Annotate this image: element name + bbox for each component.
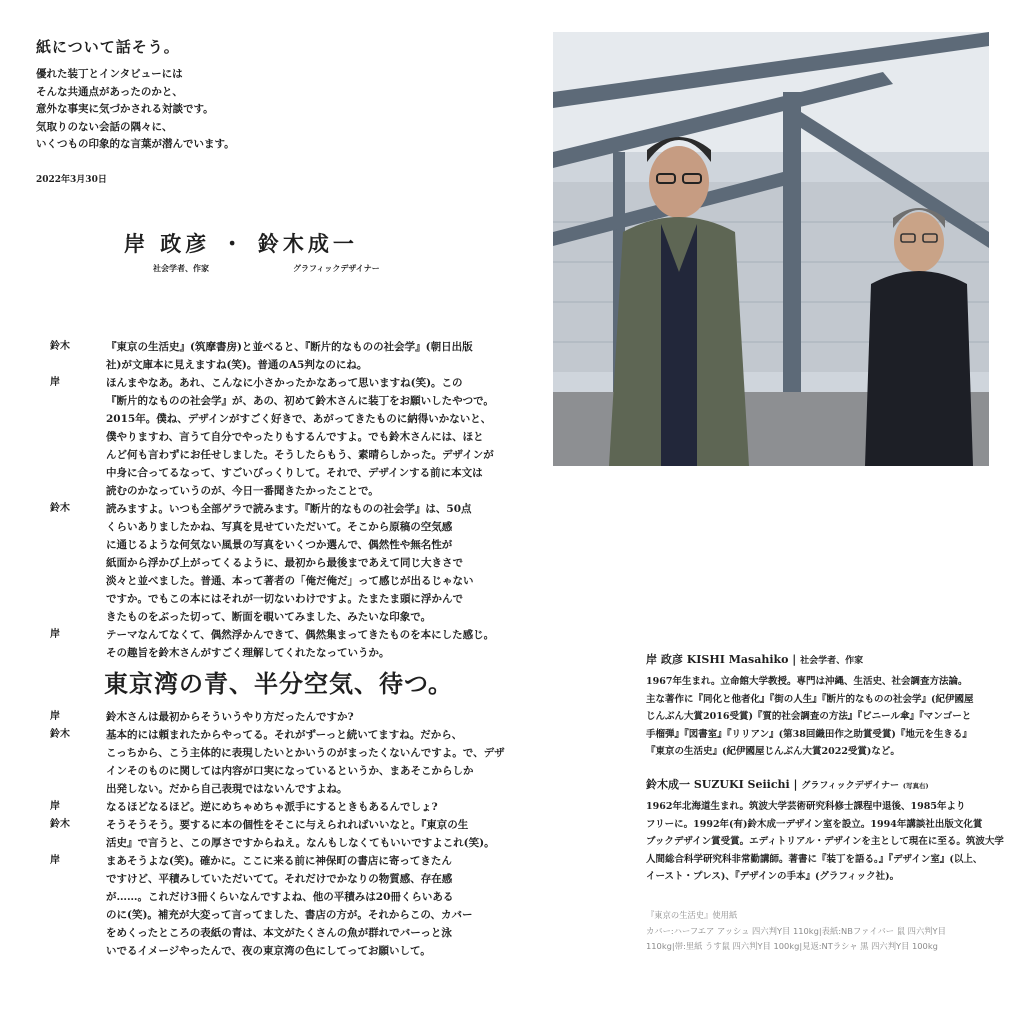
spec-line: 『東京の生活史』使用紙: [646, 910, 738, 920]
bio-line: 1962年北海道生まれ。筑波大学芸術研究科修士課程中退後、1985年より: [646, 801, 966, 812]
speaker-label: [0, 608, 106, 626]
dialogue-text: んど何も言わずにお任せしました。そうしたらもう、素晴らしかった。デザインが: [106, 449, 494, 461]
bio-role: グラフィックデザイナー: [801, 781, 900, 791]
speaker-label: [0, 572, 106, 590]
dialogue-text: いでるイメージやったんで、夜の東京湾の色にしてってお願いして。: [106, 945, 431, 957]
dialogue-line: [0, 518, 520, 536]
dialogue-line: [0, 590, 520, 608]
bio-line: 主な著作に『同化と他者化』『街の人生』『断片的なものの社会学』(紀伊國屋: [646, 693, 974, 705]
dialogue-line: [0, 906, 520, 924]
speaker-label: [0, 762, 106, 780]
dialogue-text: 『断片的なものの社会学』が、あの、初めて鈴木さんに装丁をお願いしたやつで。: [106, 395, 494, 407]
dialogue-text: 基本的には頼まれたからやってる。それがずーっと続いてますね。だから、: [106, 729, 463, 741]
dialogue-line: [0, 816, 520, 834]
dialogue-line: [0, 870, 520, 888]
speaker-label: [0, 446, 106, 464]
dialogue-text: 紙面から浮かび上がってくるように、最初から最後まであえて同じ大きさで: [106, 557, 463, 569]
page-title: 紙について話そう。: [36, 38, 180, 56]
speaker-label: 岸: [50, 801, 60, 812]
dialogue-line: [0, 392, 520, 410]
speaker-label: [0, 834, 106, 852]
speaker-label: [0, 536, 106, 554]
paper-specifications: [646, 908, 996, 955]
dialogue-text: 読むのかなっていうのが、今日一番聞きたかったことで。: [106, 485, 379, 497]
bio-line: ブックデザイン賞受賞。エディトリアル・デザインを主として現在に至る。筑波大学: [646, 836, 1004, 847]
dialogue-text: に通じるような何気ない風景の写真をいくつか選んで、偶然性や無名性が: [106, 539, 453, 551]
dialogue-line: [0, 608, 520, 626]
speaker-label: [0, 780, 106, 798]
dialogue-line: [0, 338, 520, 356]
speaker-label: 岸: [50, 629, 60, 640]
dialogue-text: テーマなんてなくて、偶然浮かんできて、偶然集まってきたものを本にした感じ。: [106, 629, 495, 641]
bio-line: 人間総合科学研究科非常勤講師。著書に『装丁を語る。』『デザイン室』(以上、: [646, 853, 983, 865]
speaker-label: [0, 744, 106, 762]
intro-line: いくつもの印象的な言葉が潜んでいます。: [36, 138, 235, 150]
speaker-label: [0, 870, 106, 888]
dialogue-text: こっちから、こう主体的に表現したいとかいうのがまったくないんですよ。で、デザ: [106, 747, 505, 759]
dialogue-line: [0, 428, 520, 446]
speaker-label: [0, 554, 106, 572]
dialogue-text: 『東京の生活史』(筑摩書房)と並べると、『断片的なものの社会学』(朝日出版: [106, 341, 473, 353]
speaker-label: [0, 464, 106, 482]
speaker-label: [0, 518, 106, 536]
speaker-label: 鈴木: [50, 503, 70, 514]
dialogue-text: 活史』で言うと、この厚さですからねえ。なんもしなくてもいいですよこれ(笑)。: [106, 837, 495, 849]
bio-line: フリーに。1992年(有)鈴木成一デザイン室を設立。1994年講談社出版文化賞: [646, 818, 983, 830]
dialogue-text: そうそうそう。要するに本の個性をそこに与えられればいいなと。『東京の生: [106, 819, 469, 831]
bio-line: 1967年生まれ。立命館大学教授。専門は沖縄、生活史、社会調査方法論。: [646, 676, 968, 687]
dialogue-text: 2015年。僕ね、デザインがすごく好きで、あがってきたものに納得いかないと、: [106, 413, 492, 425]
dialogue-text: 出発しない。だから自己表現ではないんですよね。: [106, 783, 348, 795]
speaker-label: [0, 428, 106, 446]
intro-line: 気取りのない会話の隅々に、: [36, 120, 173, 133]
spec-line: 110kg|帯:里紙 うす鼠 四六判Y目 100kg|見返:NTラシャ 黒 四六判Y目 100kg: [646, 941, 938, 951]
dialogue-line: [0, 780, 520, 798]
dialogue-line: [0, 924, 520, 942]
bio-line: 手榴弾』『図書室』『リリアン』(第38回織田作之助賞受賞)『地元を生きる』: [646, 728, 972, 740]
dialogue-line: [0, 708, 520, 726]
speaker-label: [0, 906, 106, 924]
speaker-label: [0, 482, 106, 500]
speaker-label: [0, 888, 106, 906]
interview-photo: [553, 32, 989, 466]
dialogue-text: インそのものに関しては内容が口実になっているというか、まあそこからしか: [106, 765, 474, 777]
speaker-label: 鈴木: [50, 729, 70, 740]
dialogue-text: くらいありましたかね、写真を見せていただいて。そこから原稿の空気感: [106, 521, 453, 533]
dialogue-text: 僕やりますわ、言うて自分でやったりもするんですよ。でも鈴木さんには、ほと: [106, 431, 484, 443]
participant-role-kishi: 社会学者、作家: [153, 263, 209, 273]
speaker-label: [0, 942, 106, 960]
bio-suzuki: [646, 776, 1004, 886]
dialogue-line: [0, 644, 520, 662]
speaker-label: 鈴木: [50, 819, 70, 830]
dialogue-text: ですか。でもこの本にはそれが一切ないわけですよ。たまたま頭に浮かんで: [106, 593, 463, 605]
dialogue-line: [0, 572, 520, 590]
dialogue-text: 読みますよ。いつも全部ゲラで読みます。『断片的なものの社会学』は、50点: [106, 503, 472, 515]
speaker-label: [0, 924, 106, 942]
bio-romaji: SUZUKI Seiichi: [693, 778, 790, 791]
bio-line: イースト・プレス)、『デザインの手本』(グラフィック社)。: [646, 871, 900, 882]
intro-line: 優れた装丁とインタビューには: [36, 68, 183, 80]
bio-line: じんぶん大賞2016受賞)『質的社会調査の方法』『ビニール傘』『マンゴーと: [646, 711, 972, 722]
dialogue-text: ですけど、平積みしていただいてて。それだけでかなりの物質感、存在感: [106, 873, 453, 885]
dialogue-text: 中身に合ってるなって、すごいびっくりして。それで、デザインする前に本文は: [106, 467, 483, 479]
speaker-label: [0, 356, 106, 374]
dialogue-line: [0, 356, 520, 374]
dialogue-text: が……。これだけ3冊くらいなんですよね、他の平積みは20冊くらいある: [106, 891, 454, 903]
dialogue-section-2: [0, 708, 520, 960]
dialogue-text: まあそうよな(笑)。確かに。ここに来る前に神保町の書店に寄ってきたん: [106, 855, 452, 867]
dialogue-line: [0, 464, 520, 482]
speaker-label: 岸: [50, 711, 60, 722]
dialogue-text: きたものをぶった切って、断面を覗いてみました、みたいな印象で。: [106, 611, 432, 623]
speaker-label: 岸: [50, 855, 60, 866]
spec-line: カバー:ハーフエア アッシュ 四六判Y目 110kg|表紙:NBファイバー 鼠 四六判Y目: [646, 925, 946, 936]
dialogue-line: [0, 834, 520, 852]
participant-names: 岸 政彦 ・ 鈴木成一: [124, 231, 358, 256]
publication-date: 2022年3月30日: [36, 175, 107, 185]
dialogue-line: [0, 762, 520, 780]
bio-role: 社会学者、作家: [800, 656, 864, 666]
dialogue-text: 社)が文庫本に見えますね(笑)。普通のA5判なのにね。: [106, 359, 368, 371]
dialogue-line: [0, 554, 520, 572]
intro-line: 意外な事実に気づかされる対談です。: [36, 103, 214, 115]
intro-text: [36, 66, 416, 154]
participant-role-suzuki: グラフィックデザイナー: [293, 263, 380, 273]
section-heading: 東京湾の青、半分空気、待つ。: [104, 669, 454, 698]
speaker-label: [0, 644, 106, 662]
bio-kishi: [646, 651, 996, 761]
dialogue-line: [0, 410, 520, 428]
dialogue-line: [0, 536, 520, 554]
dialogue-line: [0, 942, 520, 960]
bio-name: 岸 政彦: [646, 653, 683, 666]
dialogue-line: [0, 500, 520, 518]
bio-name: 鈴木成一: [646, 778, 690, 791]
dialogue-section-1: [0, 338, 520, 662]
dialogue-line: [0, 744, 520, 762]
dialogue-line: [0, 482, 520, 500]
dialogue-text: その趣旨を鈴木さんがすごく理解してくれたなっていうか。: [106, 647, 390, 659]
bio-note: (写真右): [902, 782, 929, 790]
bio-romaji: KISHI Masahiko: [686, 653, 789, 666]
dialogue-text: をめくったところの表紙の青は、本文がたくさんの魚が群れでバーっと泳: [106, 927, 452, 939]
dialogue-line: [0, 888, 520, 906]
dialogue-line: [0, 852, 520, 870]
dialogue-line: [0, 726, 520, 744]
dialogue-text: 鈴木さんは最初からそういうやり方だったんですか?: [106, 711, 354, 723]
bio-heading: 鈴木成一 SUZUKI Seiichi | グラフィックデザイナー (写真右): [646, 778, 929, 791]
dialogue-text: 淡々と並べました。普通、本って著者の「俺だ俺だ」って感じが出るじゃない: [106, 575, 474, 587]
speaker-label: [0, 410, 106, 428]
dialogue-text: のに(笑)。補充が大変って言ってました、書店の方が。それからこの、カバー: [106, 909, 473, 921]
speaker-label: 岸: [50, 377, 60, 388]
speaker-label: 鈴木: [50, 341, 70, 352]
dialogue-text: ほんまやなあ。あれ、こんなに小さかったかなあって思いますね(笑)。この: [106, 377, 463, 389]
intro-line: そんな共通点があったのかと、: [36, 85, 183, 98]
dialogue-line: [0, 446, 520, 464]
dialogue-line: [0, 374, 520, 392]
photo-illustration: [553, 32, 989, 466]
bio-heading: 岸 政彦 KISHI Masahiko | 社会学者、作家: [646, 653, 864, 666]
dialogue-line: [0, 798, 520, 816]
speaker-label: [0, 590, 106, 608]
bio-line: 『東京の生活史』(紀伊國屋じんぶん大賞2022受賞)など。: [646, 746, 900, 757]
dialogue-line: [0, 626, 520, 644]
speaker-label: [0, 392, 106, 410]
dialogue-text: なるほどなるほど。逆にめちゃめちゃ派手にするときもあるんでしょ?: [106, 801, 438, 813]
